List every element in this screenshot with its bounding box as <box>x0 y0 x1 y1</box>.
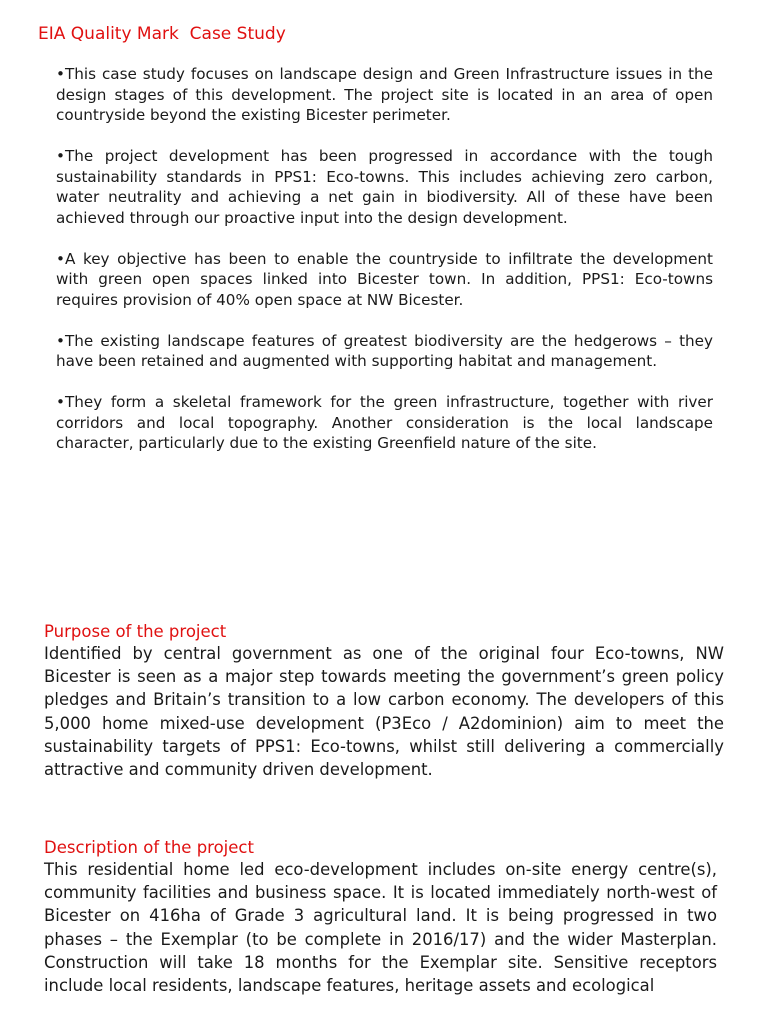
purpose-body: Identified by central government as one of the original four Eco-towns, NW Bicester is seen as a major step towards meeting the government’s green policy pledges and Britain’s transition to a low carbon economy. The developers of this 5,000 home mixed-use development (P3Eco / A2dominion) aim to meet the sustainability targets of PPS1: Eco-towns, whilst still delivering a commercially attractive and community driven development. <box>44 644 724 780</box>
description-body: This residential home led eco-development includes on-site energy centre(s), community facilities and business space. It is located immediately north-west of Bicester on 416ha of Grade 3 agricultural land. It is being progressed in two phases – the Exemplar (to be complete in 2016/17) and the wider Masterplan. Construction will take 18 months for the Exemplar site. Sensitive receptors include local residents, landscape features, heritage assets and ecological <box>44 860 717 996</box>
bullet-item-landscape-focus: •This case study focuses on landscape design and Green Infrastructure issues in the design stages of this development. The project site is located in an area of open countryside beyond the existing Bicester perimeter. <box>56 65 713 124</box>
purpose-section <box>44 622 724 781</box>
purpose-heading: Purpose of the project <box>44 622 227 641</box>
bullet-item-sustainability-standards: •The project development has been progressed in accordance with the tough sustainability standards in PPS1: Eco-towns. This includes achieving zero carbon, water neutrality and achieving a net gain in biodiversity. All of these have been achieved through our proactive input into the design development. <box>56 147 713 227</box>
bullet-item-skeletal-framework: •They form a skeletal framework for the green infrastructure, together with river corridors and local topography. Another consideration is the local landscape character, particularly due to the existing Greenfield nature of the site. <box>56 393 713 452</box>
case-study-bullet-list <box>56 64 713 474</box>
description-heading: Description of the project <box>44 838 254 857</box>
document-title: EIA Quality Mark Case Study <box>38 24 286 44</box>
bullet-item-hedgerows: •The existing landscape features of greatest biodiversity are the hedgerows – they have been retained and augmented with supporting habitat and management. <box>56 331 713 370</box>
description-section <box>44 838 717 997</box>
bullet-item-green-open-spaces: •A key objective has been to enable the countryside to infiltrate the development with green open spaces linked into Bicester town. In addition, PPS1: Eco-towns requires provision of 40% open space at NW Bicester. <box>56 249 713 309</box>
